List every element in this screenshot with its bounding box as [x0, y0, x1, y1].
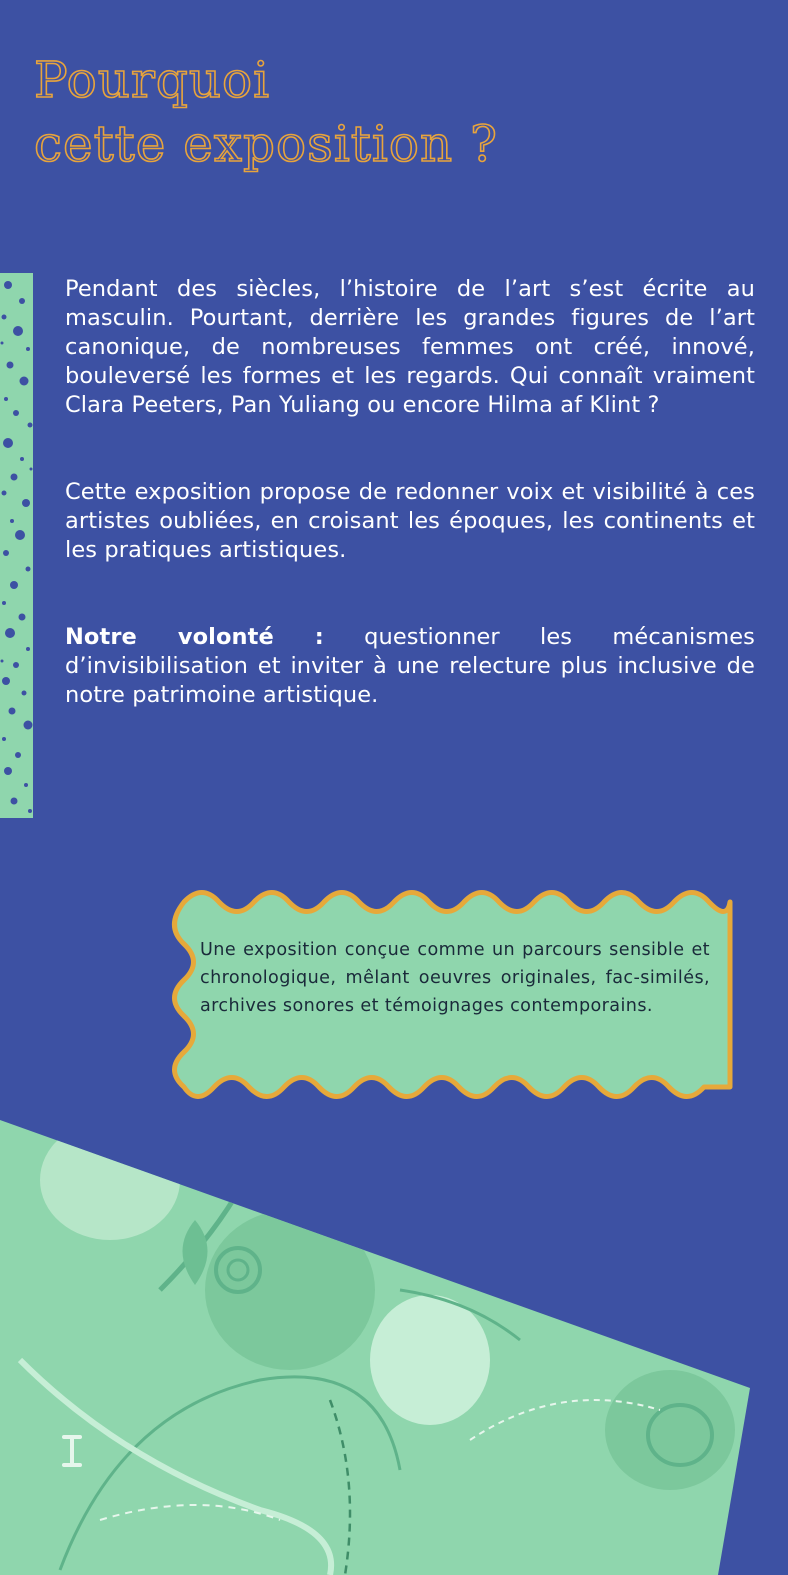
intent-label: Notre volonté : [65, 624, 324, 650]
purpose-paragraph: Cette exposition propose de redonner voix et visibilité à ces artistes oubliées, en croisant les époques, les continents et les pratiques artistiques. [65, 479, 755, 563]
intro-paragraph: Pendant des siècles, l’histoire de l’art s’est écrite au masculin. Pourtant, derrière les grandes figures de l’art canonique, de nombreuses femmes ont créé, innové, bouleversé les formes et les regards. Qui connaît vraiment Clara Peeters, Pan Yuliang ou encore Hilma af Klint ? [65, 276, 755, 418]
intent-paragraph [65, 623, 755, 710]
callout-box [164, 882, 750, 1107]
page-title [34, 48, 498, 176]
intent-text: questionner les mécanismes d’invisibilisation et inviter à une relecture plus inclusive de notre patrimoine artistique. [65, 624, 755, 708]
green-splatter-strip [0, 273, 33, 818]
body-text [65, 275, 755, 710]
callout-text: Une exposition conçue comme un parcours sensible et chronologique, mêlant oeuvres originales, fac-similés, archives sonores et témoignages contemporains. [200, 940, 710, 1016]
title-line-2: cette exposition ? [34, 115, 498, 173]
title-line-1: Pourquoi [34, 51, 271, 109]
abstract-artwork-illustration [0, 1110, 788, 1575]
